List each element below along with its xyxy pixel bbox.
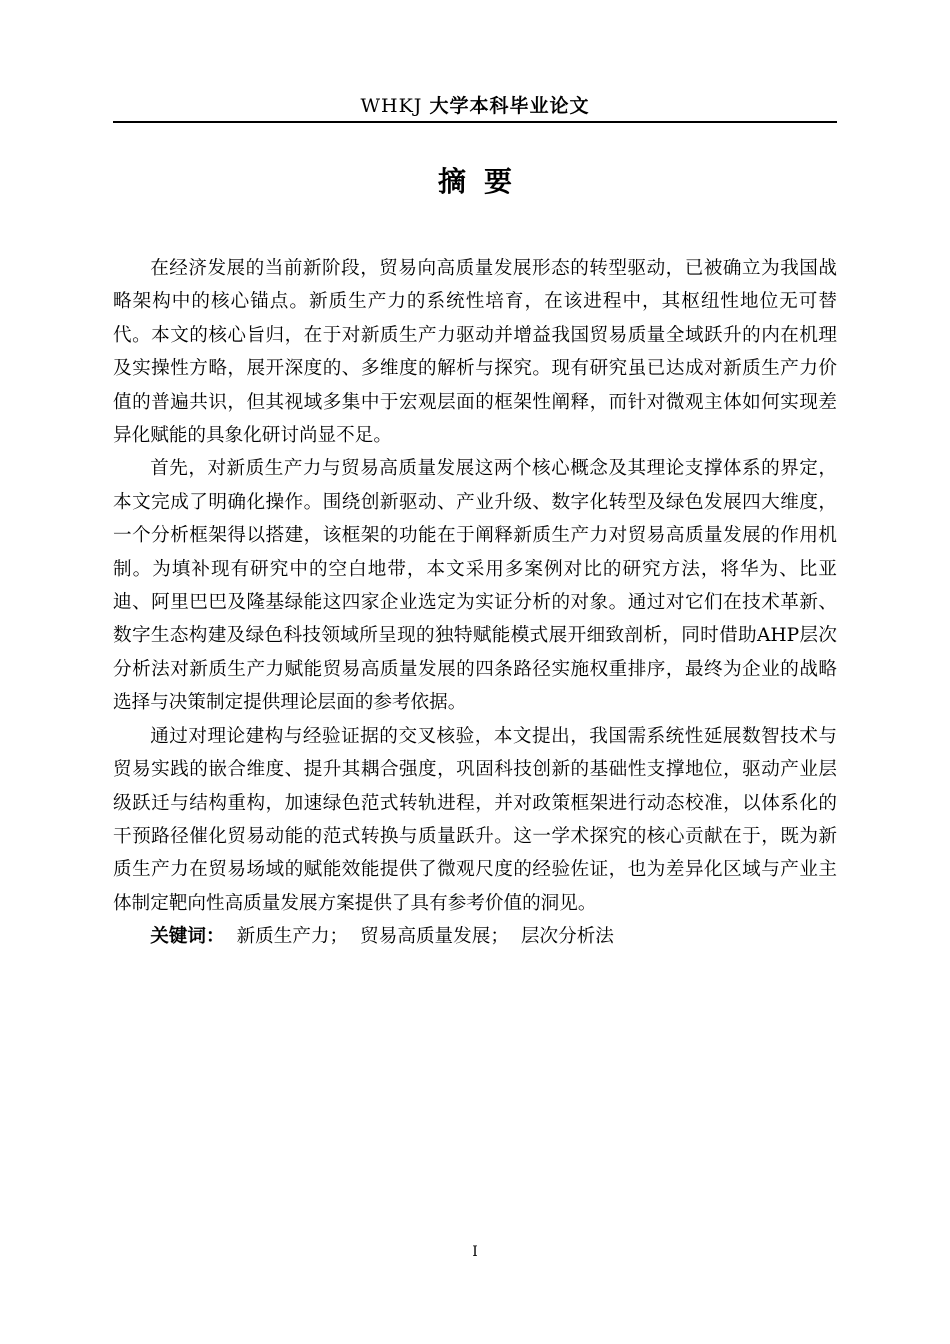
header-prefix: WHKJ [360, 95, 430, 117]
paragraph-2: 首先，对新质生产力与贸易高质量发展这两个核心概念及其理论支撑体系的界定，本文完成了明确化操作。围绕创新驱动、产业升级、数字化转型及绿色发展四大维度，一个分析框架得以搭建，该框架的功能在于阐释新质生产力对贸易高质量发展的作用机制。为填补现有研究中的空白地带，本文采用多案例对比的研究方法，将华为、比亚迪、阿里巴巴及隆基绿能这四家企业选定为实证分析的对象。通过对它们在技术革新、数字生态构建及绿色科技领域所呈现的独特赋能模式展开细致剖析，同时借助AHP层次分析法对新质生产力赋能贸易高质量发展的四条路径实施权重排序，最终为企业的战略选择与决策制定提供理论层面的参考依据。 [113, 458, 837, 714]
abstract-body [113, 252, 837, 954]
running-header [113, 92, 837, 120]
keywords-label: 关键词： [150, 926, 225, 948]
header-rule [113, 121, 837, 123]
keyword-item: 新质生产力； [236, 926, 349, 948]
abstract-title: 摘要 [437, 165, 530, 198]
paragraph-3: 通过对理论建构与经验证据的交叉核验，本文提出，我国需系统性延展数智技术与贸易实践的嵌合维度、提升其耦合强度，巩固科技创新的基础性支撑地位，驱动产业层级跃迁与结构重构，加速绿色范式转轨进程，并对政策框架进行动态校准，以体系化的干预路径催化贸易动能的范式转换与质量跃升。这一学术探究的核心贡献在于，既为新质生产力在贸易场域的赋能效能提供了微观尺度的经验佐证，也为差异化区域与产业主体制定靶向性高质量发展方案提供了具有参考价值的洞见。 [113, 725, 837, 914]
keyword-item: 贸易高质量发展； [360, 926, 509, 948]
keywords-line [113, 920, 837, 953]
header-title: 大学本科毕业论文 [429, 95, 590, 117]
page-number: I [472, 1244, 478, 1260]
paragraph-1: 在经济发展的当前新阶段，贸易向高质量发展形态的转型驱动，已被确立为我国战略架构中的核心锚点。新质生产力的系统性培育，在该进程中，其枢纽性地位无可替代。本文的核心旨归，在于对新质生产力驱动并增益我国贸易质量全域跃升的内在机理及实操性方略，展开深度的、多维度的解析与探究。现有研究虽已达成对新质生产力价值的普遍共识，但其视域多集中于宏观层面的框架性阐释，而针对微观主体如何实现差异化赋能的具象化研讨尚显不足。 [113, 258, 837, 447]
keyword-item: 层次分析法 [520, 926, 614, 948]
